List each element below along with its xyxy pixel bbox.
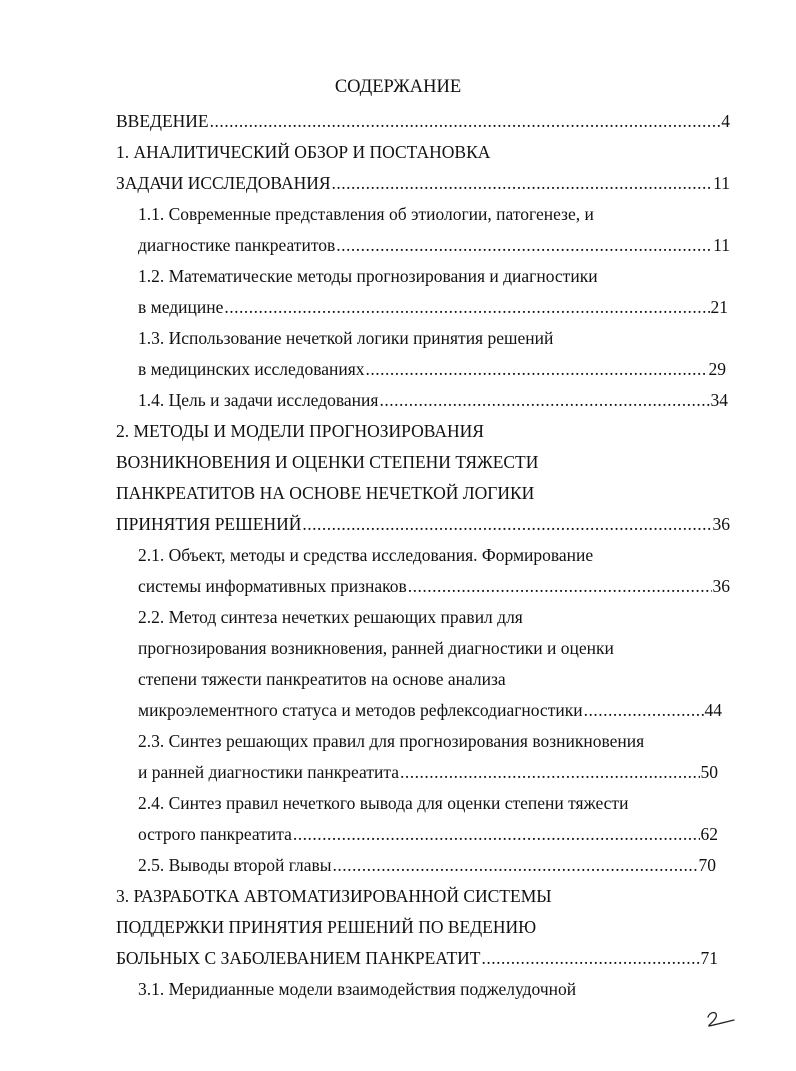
toc-entry-1-1-cont bbox=[138, 232, 730, 258]
toc-entry-chapter-2-cont-1 bbox=[116, 449, 538, 475]
handwritten-page-mark bbox=[700, 1003, 740, 1033]
toc-entry-text: 2.3. Синтез решающих правил для прогнозирования возникновения bbox=[138, 731, 645, 751]
toc-entry-2-2 bbox=[138, 604, 523, 630]
leader-dots bbox=[293, 821, 700, 847]
toc-entry-2-1-cont bbox=[138, 573, 730, 599]
toc-page-number: 44 bbox=[704, 700, 722, 720]
toc-entry-chapter-1-cont bbox=[116, 170, 730, 196]
toc-entry-text: ПРИНЯТИЯ РЕШЕНИЙ bbox=[116, 514, 302, 534]
leader-dots bbox=[210, 108, 721, 134]
toc-page-number: 62 bbox=[700, 824, 718, 844]
toc-entry-text: 1. АНАЛИТИЧЕСКИЙ ОБЗОР И ПОСТАНОВКА bbox=[116, 142, 491, 162]
toc-entry-2-1 bbox=[138, 542, 593, 568]
leader-dots bbox=[379, 387, 709, 413]
toc-entry-2-3-cont bbox=[138, 759, 718, 785]
toc-page-number: 71 bbox=[700, 948, 718, 968]
toc-page-number: 36 bbox=[712, 514, 730, 534]
toc-entry-text: и ранней диагностики панкреатита bbox=[138, 762, 399, 782]
leader-dots bbox=[408, 573, 712, 599]
leader-dots bbox=[336, 232, 712, 258]
toc-entry-2-2-cont-3 bbox=[138, 697, 722, 723]
toc-entry-chapter-3-cont-2 bbox=[116, 945, 718, 971]
toc-entry-text: 2.2. Метод синтеза нечетких решающих правил для bbox=[138, 607, 523, 627]
leader-dots bbox=[366, 356, 708, 382]
toc-entry-text: системы информативных признаков bbox=[138, 576, 407, 596]
toc-entry-chapter-1 bbox=[116, 139, 490, 165]
toc-entry-text: диагностике панкреатитов bbox=[138, 235, 336, 255]
toc-entry-text: БОЛЬНЫХ С ЗАБОЛЕВАНИЕМ ПАНКРЕАТИТ bbox=[116, 948, 481, 968]
toc-entry-1-3 bbox=[138, 325, 553, 351]
toc-entry-1-2 bbox=[138, 263, 598, 289]
toc-entry-2-5 bbox=[138, 852, 716, 878]
leader-dots bbox=[481, 945, 699, 971]
toc-entry-text: прогнозирования возникновения, ранней диагностики и оценки bbox=[138, 638, 614, 658]
toc-page-number: 34 bbox=[710, 390, 728, 410]
toc-entry-1-3-cont bbox=[138, 356, 726, 382]
toc-entry-2-2-cont-2 bbox=[138, 666, 506, 692]
toc-page-number: 11 bbox=[713, 173, 730, 193]
toc-entry-text: микроэлементного статуса и методов рефлексодиагностики bbox=[138, 700, 583, 720]
leader-dots bbox=[333, 852, 698, 878]
toc-entry-text: 2.1. Объект, методы и средства исследования. Формирование bbox=[138, 545, 594, 565]
toc-entry-text: ПОДДЕРЖКИ ПРИНЯТИЯ РЕШЕНИЙ ПО ВЕДЕНИЮ bbox=[116, 917, 537, 937]
toc-entry-text: 1.4. Цель и задачи исследования bbox=[138, 390, 379, 410]
toc-page-number: 4 bbox=[721, 111, 730, 131]
leader-dots bbox=[400, 759, 700, 785]
toc-entry-text: 1.3. Использование нечеткой логики принятия решений bbox=[138, 328, 554, 348]
toc-entry-text: ВОЗНИКНОВЕНИЯ И ОЦЕНКИ СТЕПЕНИ ТЯЖЕСТИ bbox=[116, 452, 539, 472]
toc-entry-chapter-2-cont-2 bbox=[116, 480, 534, 506]
toc-entry-1-2-cont bbox=[138, 294, 728, 320]
toc-entry-2-2-cont-1 bbox=[138, 635, 614, 661]
toc-entry-introduction bbox=[116, 108, 730, 134]
toc-entry-text: в медицине bbox=[138, 297, 224, 317]
toc-entry-text: 2.5. Выводы второй главы bbox=[138, 855, 332, 875]
toc-entry-1-1 bbox=[138, 201, 594, 227]
toc-entry-text: ЗАДАЧИ ИССЛЕДОВАНИЯ bbox=[116, 173, 331, 193]
toc-entry-chapter-3-cont-1 bbox=[116, 914, 536, 940]
toc-entry-3-1 bbox=[138, 976, 576, 1002]
toc-page-number: 36 bbox=[712, 576, 730, 596]
leader-dots bbox=[332, 170, 713, 196]
toc-entry-text: 3. РАЗРАБОТКА АВТОМАТИЗИРОВАННОЙ СИСТЕМЫ bbox=[116, 886, 552, 906]
toc-entry-text: 3.1. Меридианные модели взаимодействия поджелудочной bbox=[138, 979, 577, 999]
leader-dots bbox=[224, 294, 709, 320]
toc-entry-2-3 bbox=[138, 728, 644, 754]
leader-dots bbox=[584, 697, 704, 723]
toc-entry-1-4 bbox=[138, 387, 728, 413]
toc-entry-chapter-2 bbox=[116, 418, 484, 444]
toc-entry-2-4-cont bbox=[138, 821, 718, 847]
toc-page-number: 21 bbox=[710, 297, 728, 317]
toc-entry-text: 1.1. Современные представления об этиологии, патогенезе, и bbox=[138, 204, 594, 224]
toc-page-number: 29 bbox=[708, 359, 726, 379]
toc-entry-text: 2. МЕТОДЫ И МОДЕЛИ ПРОГНОЗИРОВАНИЯ bbox=[116, 421, 484, 441]
page-title: СОДЕРЖАНИЕ bbox=[334, 77, 462, 97]
toc-page-number: 11 bbox=[713, 235, 730, 255]
toc-entry-text: ПАНКРЕАТИТОВ НА ОСНОВЕ НЕЧЕТКОЙ ЛОГИКИ bbox=[116, 483, 535, 503]
toc-entry-text: 1.2. Математические методы прогнозирования и диагностики bbox=[138, 266, 598, 286]
toc-entry-chapter-2-cont-3 bbox=[116, 511, 730, 537]
toc-entry-text: степени тяжести панкреатитов на основе анализа bbox=[138, 669, 506, 689]
toc-page-number: 70 bbox=[698, 855, 716, 875]
toc-page-number: 50 bbox=[700, 762, 718, 782]
toc-entry-text: в медицинских исследованиях bbox=[138, 359, 365, 379]
toc-entry-2-4 bbox=[138, 790, 628, 816]
toc-entry-text: ВВЕДЕНИЕ bbox=[116, 111, 209, 131]
leader-dots bbox=[302, 511, 711, 537]
toc-entry-chapter-3 bbox=[116, 883, 552, 909]
toc-entry-text: острого панкреатита bbox=[138, 824, 292, 844]
toc-entry-text: 2.4. Синтез правил нечеткого вывода для оценки степени тяжести bbox=[138, 793, 629, 813]
